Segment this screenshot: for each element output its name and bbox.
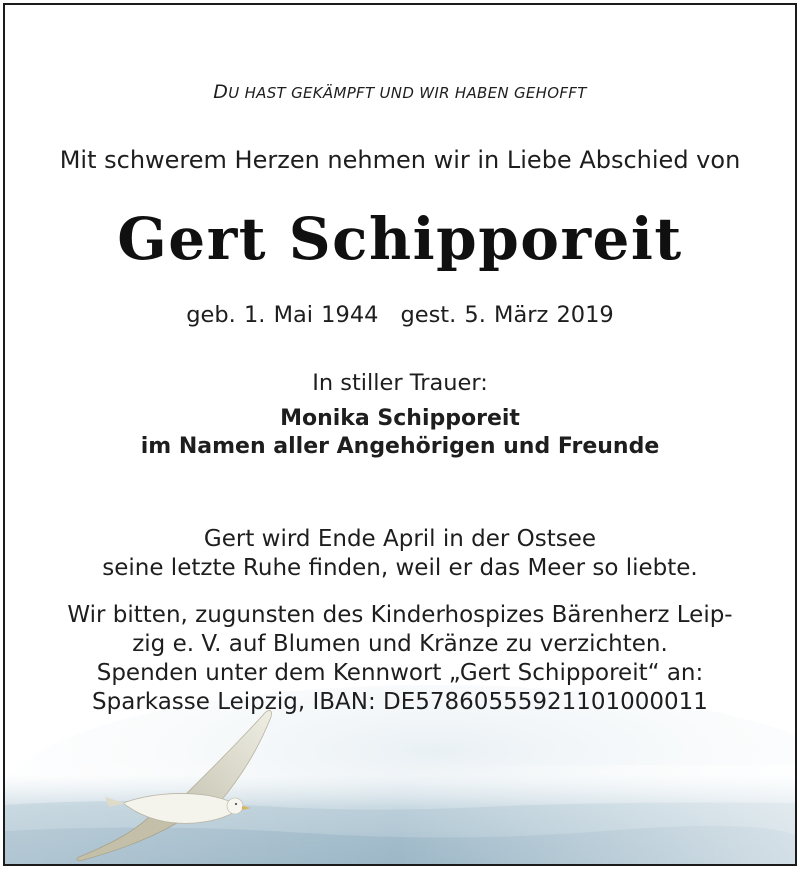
mourner-group: im Namen aller Angehörigen und Freunde [140,434,660,459]
intro-text: Mit schwerem Herzen nehmen wir in Liebe Abschied von [59,146,741,174]
donation-line-1: Wir bitten, zugunsten des Kinderhospizes Bärenherz Leip- [67,602,733,628]
mourner-name: Monika Schipporeit [280,406,520,431]
obituary-notice [3,3,797,866]
motto: DU HAST GEKÄMPFT UND WIR HABEN GEHOFFT [213,81,587,103]
burial-line-2: seine letzte Ruhe finden, weil er das Meer so liebte. [102,555,698,581]
death-date: gest. 5. März 2019 [400,302,614,328]
birth-date: geb. 1. Mai 1944 [186,302,379,328]
donation-line-2: zig e. V. auf Blumen und Kränze zu verzichten. [132,631,668,657]
donation-line-4: Sparkasse Leipzig, IBAN: DE57860555921101000011 [92,689,708,715]
mourning-heading: In stiller Trauer: [312,370,488,396]
deceased-name: Gert Schipporeit [117,205,683,273]
life-dates [5,302,795,328]
burial-line-1: Gert wird Ende April in der Ostsee [203,526,597,552]
donation-line-3: Spenden unter dem Kennwort „Gert Schipporeit“ an: [96,660,704,686]
